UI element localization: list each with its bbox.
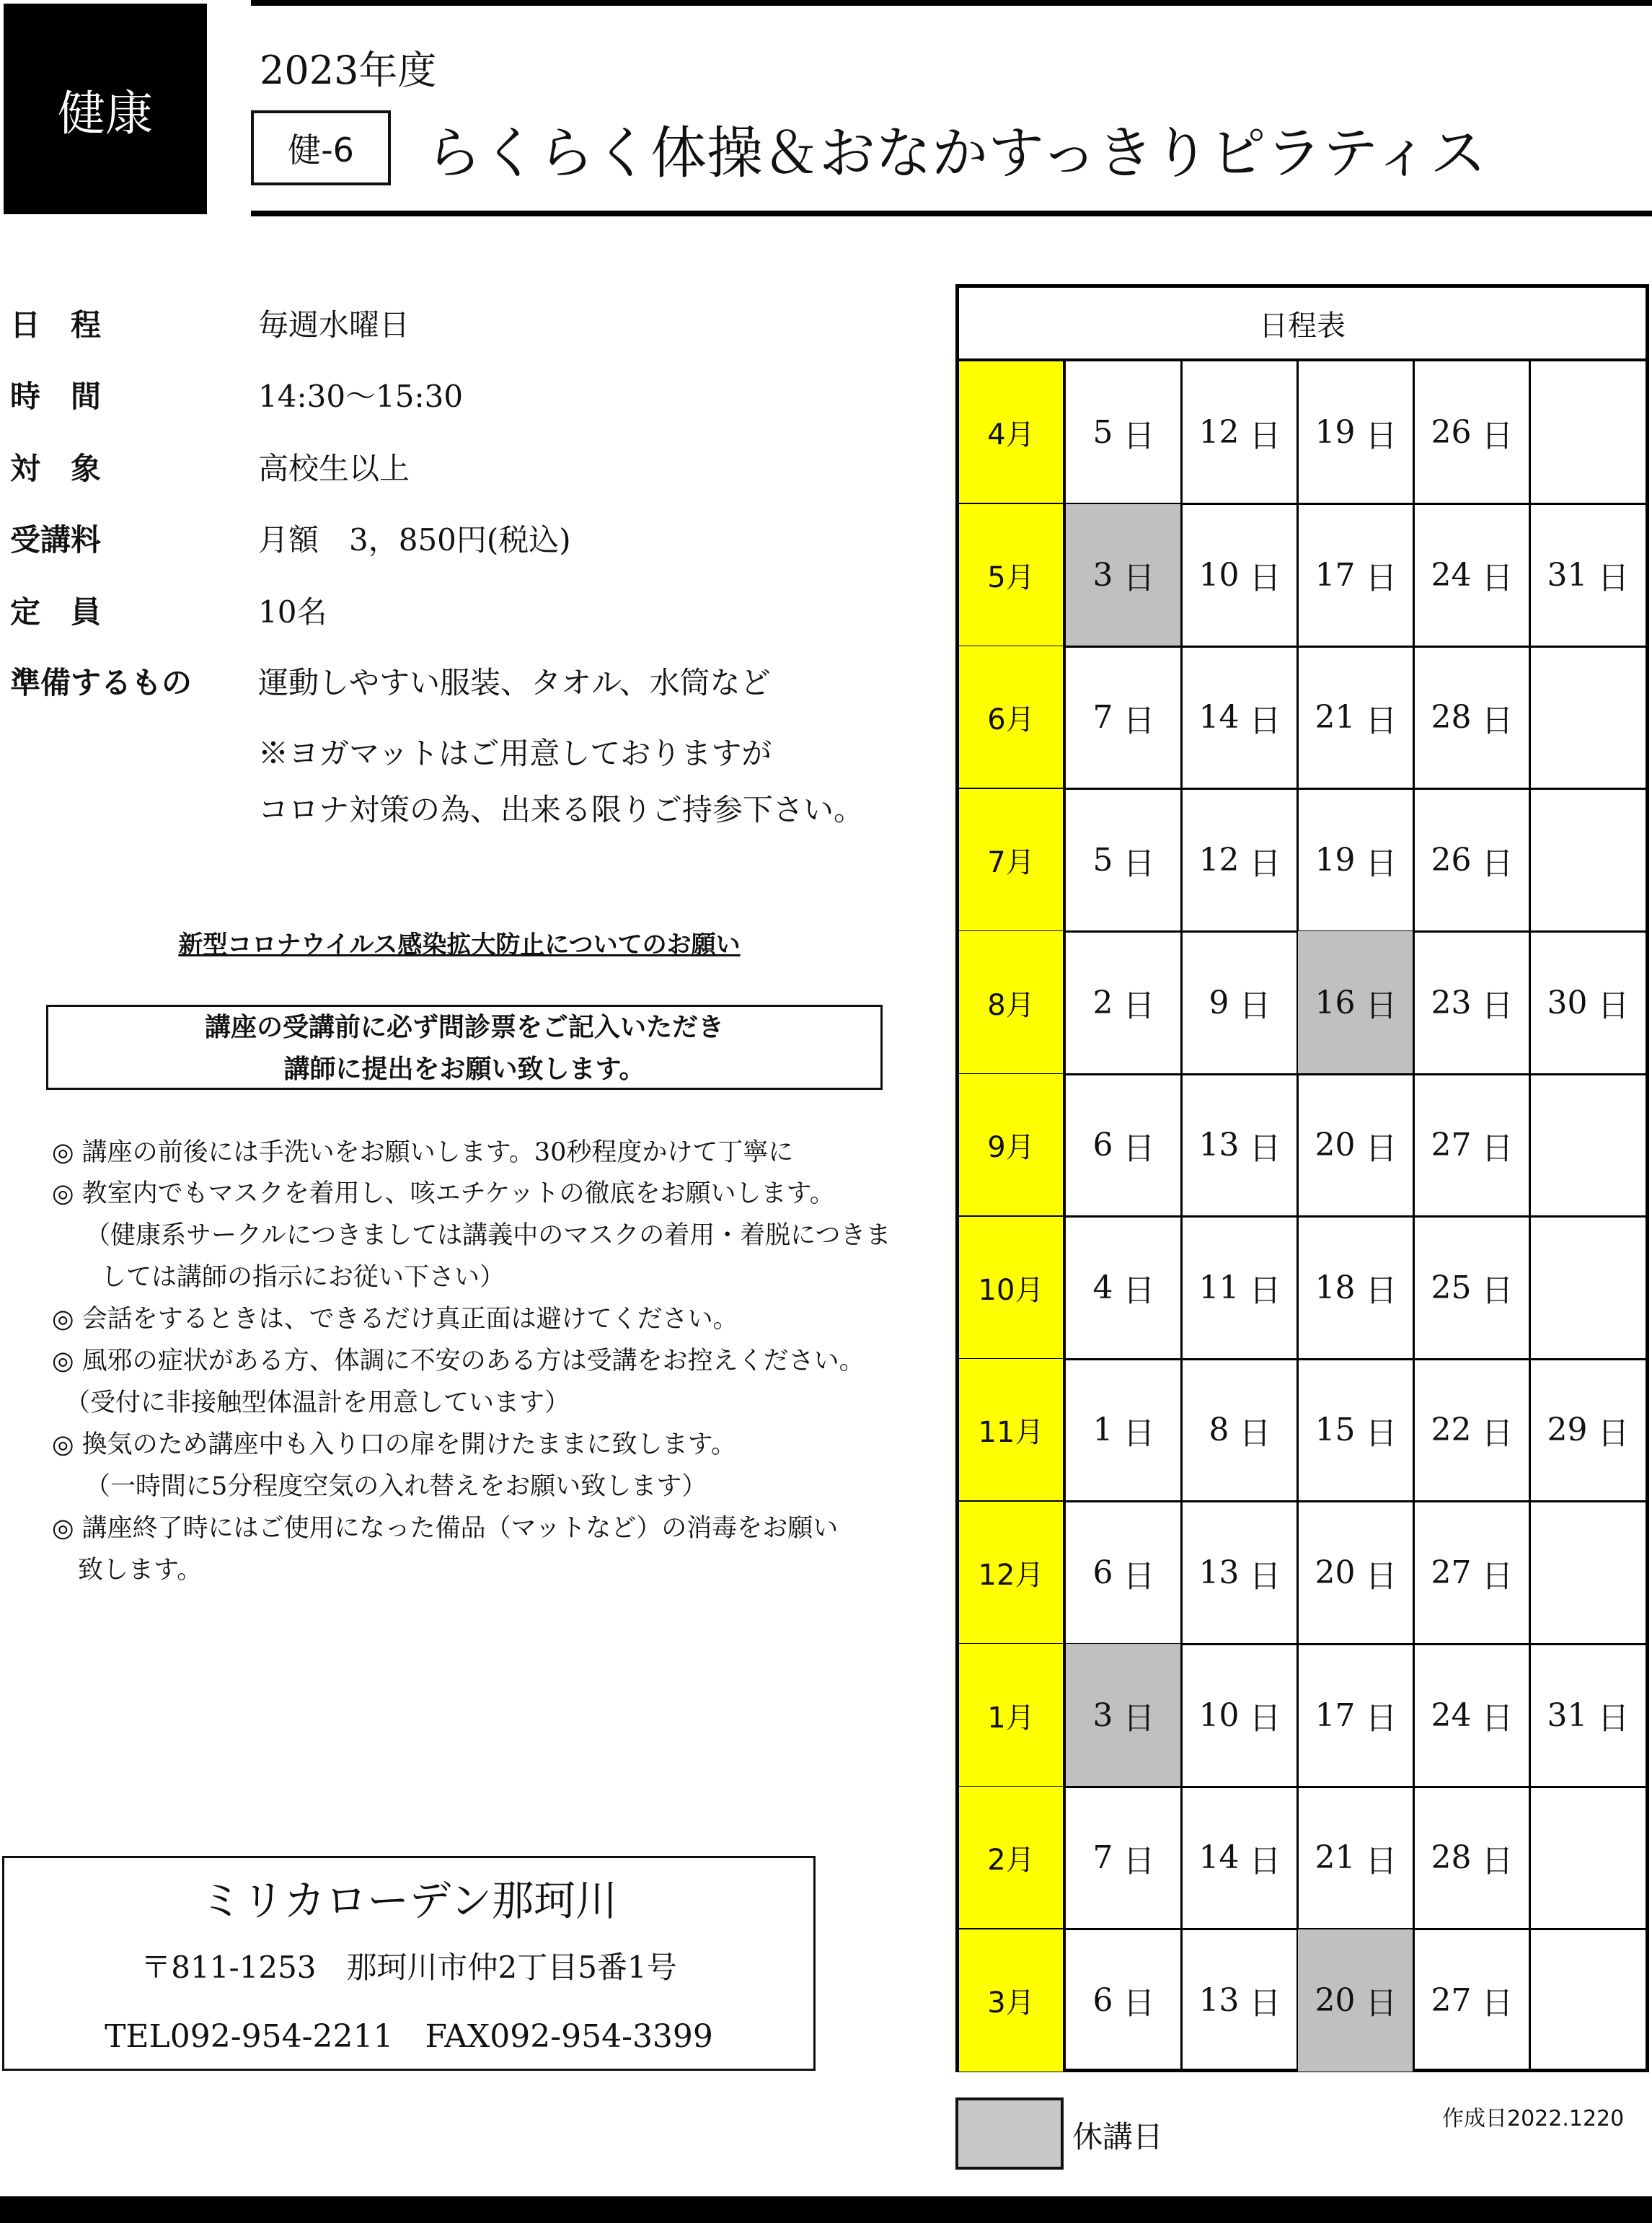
header-top-rule [251, 0, 1652, 6]
schedule-day-number: 10 [1198, 556, 1240, 594]
notice-line-2: 講師に提出をお願い致します。 [283, 1055, 645, 1084]
schedule-day-suffix: 日 [1481, 845, 1514, 882]
schedule-day-number: 29 [1547, 1412, 1588, 1449]
schedule-day-suffix: 日 [1123, 845, 1155, 882]
rule-item: ◎ 会話をするときは、できるだけ真正面は避けてください。 [52, 1305, 738, 1334]
schedule-day [1066, 504, 1182, 647]
fiscal-year: 2023年度 [260, 48, 437, 93]
schedule-day-number: 7 [1092, 699, 1113, 736]
schedule-day-number: 19 [1315, 414, 1356, 452]
info-label-schedule: 日 程 [10, 307, 102, 343]
covid-notice-box [46, 1005, 883, 1090]
schedule-day [1414, 361, 1530, 504]
schedule-day [1530, 504, 1646, 647]
schedule-day-number: 31 [1547, 556, 1588, 594]
schedule-day [1066, 1074, 1182, 1217]
schedule-day-suffix: 日 [1249, 702, 1281, 739]
schedule-day-suffix: 日 [1481, 1557, 1514, 1595]
rule-item: ◎ 換気のため講座中も入り口の扉を開けたままに致します。 [52, 1430, 736, 1459]
schedule-day [1298, 504, 1414, 647]
schedule-day [1182, 789, 1298, 932]
schedule-day [1182, 504, 1298, 647]
schedule-day-suffix: 日 [1365, 1130, 1397, 1167]
schedule-day-number: 10 [1198, 1696, 1240, 1734]
schedule-day-number: 13 [1198, 1127, 1240, 1164]
schedule-day-number: 15 [1315, 1412, 1356, 1449]
schedule-day [1530, 789, 1646, 932]
schedule-day [1530, 1787, 1646, 1929]
schedule-day-suffix: 日 [1249, 1700, 1281, 1738]
schedule-day-number: 4 [1092, 1269, 1113, 1306]
schedule-day-suffix: 日 [1123, 1842, 1155, 1880]
schedule-day-number: 18 [1315, 1269, 1356, 1306]
schedule-day-suffix: 日 [1123, 560, 1155, 597]
schedule-day [1298, 646, 1414, 789]
schedule-day [1182, 1217, 1298, 1360]
schedule-day-number: 20 [1315, 1981, 1356, 2019]
schedule-month: 6月 [959, 646, 1066, 789]
schedule-day-suffix: 日 [1481, 560, 1514, 597]
schedule-day-number: 27 [1431, 1127, 1472, 1164]
schedule-day-suffix: 日 [1239, 987, 1271, 1025]
info-label-bring: 準備するもの [10, 665, 193, 700]
venue-name: ミリカローデン那珂川 [200, 1876, 618, 1925]
schedule-month: 8月 [959, 931, 1066, 1074]
info-label-capacity: 定 員 [10, 594, 102, 630]
schedule-month: 7月 [959, 789, 1066, 932]
schedule-day-suffix: 日 [1365, 1557, 1397, 1595]
schedule-day-suffix: 日 [1123, 1557, 1155, 1595]
schedule-day-suffix: 日 [1365, 987, 1397, 1025]
schedule-month: 11月 [959, 1359, 1066, 1502]
schedule-day-suffix: 日 [1597, 1414, 1630, 1452]
schedule-day-suffix: 日 [1481, 1130, 1514, 1167]
schedule-day-number: 17 [1315, 1696, 1356, 1734]
schedule-day-suffix: 日 [1123, 1130, 1155, 1167]
schedule-day-suffix: 日 [1481, 987, 1514, 1025]
schedule-day [1066, 931, 1182, 1074]
schedule-day-number: 30 [1547, 984, 1588, 1021]
schedule-day [1066, 1929, 1182, 2072]
schedule-day-suffix: 日 [1481, 417, 1514, 454]
schedule-day [1414, 1787, 1530, 1929]
schedule-month: 5月 [959, 504, 1066, 647]
schedule-day [1414, 789, 1530, 932]
info-value-schedule: 毎週水曜日 [258, 307, 410, 343]
schedule-day-suffix: 日 [1365, 702, 1397, 739]
schedule-day-number: 16 [1315, 984, 1356, 1021]
schedule-day [1414, 1359, 1530, 1502]
schedule-day [1414, 646, 1530, 789]
schedule-day-number: 17 [1315, 556, 1356, 594]
rule-item: ◎ 教室内でもマスクを着用し、咳エチケットの徹底をお願いします。 [52, 1179, 835, 1208]
schedule-day-suffix: 日 [1365, 1272, 1397, 1310]
prep-note-line-1: ※ヨガマットはご用意しておりますが [258, 736, 772, 771]
schedule-day-suffix: 日 [1249, 1842, 1281, 1880]
notice-line-1: 講座の受講前に必ず問診票をご記入いただき [204, 1013, 724, 1042]
schedule-day-suffix: 日 [1123, 1700, 1155, 1738]
schedule-month: 12月 [959, 1502, 1066, 1645]
header-bottom-rule [251, 211, 1652, 216]
rule-item: （一時間に5分程度空気の入れ替えをお願い致します） [85, 1472, 707, 1501]
schedule-day [1066, 361, 1182, 504]
schedule-day-number: 13 [1198, 1981, 1240, 2019]
schedule-day [1298, 931, 1414, 1074]
schedule-day-number: 24 [1431, 556, 1472, 594]
schedule-day-number: 28 [1431, 699, 1472, 736]
schedule-day-number: 19 [1315, 842, 1356, 879]
schedule-title [959, 288, 1646, 361]
schedule-day-number: 9 [1209, 984, 1229, 1021]
schedule-day-number: 20 [1315, 1127, 1356, 1164]
schedule-day-number: 24 [1431, 1696, 1472, 1734]
schedule-day [1182, 1502, 1298, 1645]
schedule-day [1414, 1502, 1530, 1645]
schedule-day [1530, 1217, 1646, 1360]
schedule-month: 10月 [959, 1217, 1066, 1360]
schedule-day [1182, 931, 1298, 1074]
schedule-day-suffix: 日 [1481, 1414, 1514, 1452]
category-label: 健康 [58, 85, 153, 141]
schedule-day-suffix: 日 [1365, 560, 1397, 597]
schedule-day [1530, 1929, 1646, 2072]
rule-item: （健康系サークルにつきましては講義中のマスクの着用・着脱につきま [85, 1221, 891, 1250]
schedule-day [1182, 1644, 1298, 1787]
schedule-month: 2月 [959, 1787, 1066, 1929]
schedule-month: 4月 [959, 361, 1066, 504]
schedule-day-suffix: 日 [1481, 1985, 1514, 2022]
schedule-day [1298, 1502, 1414, 1645]
schedule-day-number: 3 [1092, 1696, 1113, 1734]
schedule-day-number: 5 [1092, 414, 1113, 452]
schedule-day-number: 11 [1198, 1269, 1240, 1306]
schedule-table [955, 284, 1649, 2072]
schedule-day [1298, 789, 1414, 932]
schedule-day-number: 2 [1092, 984, 1113, 1021]
rule-item: （受付に非接触型体温計を用意しています） [65, 1388, 570, 1417]
category-badge [4, 4, 207, 214]
schedule-day-suffix: 日 [1365, 845, 1397, 882]
created-date: 作成日2022.1220 [1442, 2106, 1625, 2131]
schedule-day-suffix: 日 [1597, 1700, 1630, 1738]
schedule-day-suffix: 日 [1123, 1985, 1155, 2022]
schedule-day-suffix: 日 [1123, 417, 1155, 454]
schedule-day-suffix: 日 [1481, 1842, 1514, 1880]
info-label-time: 時 間 [10, 379, 102, 414]
schedule-day-suffix: 日 [1249, 1557, 1281, 1595]
info-value-target: 高校生以上 [258, 451, 410, 486]
schedule-day-number: 8 [1209, 1412, 1229, 1449]
schedule-day-number: 6 [1092, 1127, 1113, 1164]
schedule-day-number: 26 [1431, 414, 1472, 452]
schedule-day-number: 28 [1431, 1839, 1472, 1877]
schedule-day [1066, 1217, 1182, 1360]
schedule-day-number: 20 [1315, 1554, 1356, 1592]
schedule-day [1182, 646, 1298, 789]
info-value-time: 14:30～15:30 [258, 379, 464, 414]
schedule-day-suffix: 日 [1597, 987, 1630, 1025]
prep-note-line-2: コロナ対策の為、出来る限りご持参下さい。 [258, 792, 865, 827]
course-code [251, 110, 391, 185]
schedule-day-suffix: 日 [1249, 560, 1281, 597]
schedule-day-suffix: 日 [1249, 417, 1281, 454]
schedule-day [1414, 1074, 1530, 1217]
schedule-day-suffix: 日 [1249, 1272, 1281, 1310]
schedule-day [1530, 646, 1646, 789]
schedule-day [1414, 1929, 1530, 2072]
schedule-day-suffix: 日 [1365, 417, 1397, 454]
schedule-day [1414, 931, 1530, 1074]
schedule-day-suffix: 日 [1123, 1414, 1155, 1452]
info-label-fee: 受講料 [10, 522, 102, 558]
schedule-day-suffix: 日 [1123, 987, 1155, 1025]
schedule-day-number: 3 [1092, 556, 1113, 594]
schedule-day [1530, 1502, 1646, 1645]
venue-address: 〒811-1253 那珂川市仲2丁目5番1号 [141, 1950, 677, 1985]
rule-item: ◎ 講座終了時にはご使用になった備品（マットなど）の消毒をお願い [52, 1514, 839, 1543]
schedule-day-suffix: 日 [1365, 1700, 1397, 1738]
rule-item: ◎ 風邪の症状がある方、体調に不安のある方は受講をお控えください。 [52, 1347, 865, 1375]
schedule-day-suffix: 日 [1365, 1985, 1397, 2022]
schedule-day-number: 22 [1431, 1412, 1472, 1449]
schedule-day [1066, 1787, 1182, 1929]
schedule-day-number: 6 [1092, 1554, 1113, 1592]
closed-day-swatch [955, 2097, 1064, 2170]
schedule-day [1414, 1644, 1530, 1787]
schedule-day [1298, 1359, 1414, 1502]
schedule-day-number: 7 [1092, 1839, 1113, 1877]
schedule-day [1182, 1359, 1298, 1502]
schedule-day [1530, 361, 1646, 504]
schedule-day [1182, 361, 1298, 504]
schedule-day-number: 14 [1198, 1839, 1240, 1877]
schedule-day [1298, 1929, 1414, 2072]
schedule-day [1530, 1074, 1646, 1217]
schedule-day [1182, 1074, 1298, 1217]
schedule-day [1182, 1929, 1298, 2072]
course-title: らくらく体操＆おなかすっきりピラティス [425, 121, 1487, 186]
schedule-month: 3月 [959, 1929, 1066, 2072]
schedule-day [1414, 504, 1530, 647]
schedule-day-number: 27 [1431, 1554, 1472, 1592]
schedule-day [1298, 1644, 1414, 1787]
schedule-day-suffix: 日 [1365, 1414, 1397, 1452]
info-value-fee: 月額 3，850円(税込) [258, 522, 571, 558]
schedule-day [1182, 1787, 1298, 1929]
schedule-day-number: 27 [1431, 1981, 1472, 2019]
schedule-day [1066, 1359, 1182, 1502]
info-value-capacity: 10名 [258, 594, 327, 630]
schedule-day-number: 13 [1198, 1554, 1240, 1592]
rule-item: しては講師の指示にお従い下さい） [101, 1263, 505, 1292]
schedule-month: 1月 [959, 1644, 1066, 1787]
schedule-day-suffix: 日 [1123, 1272, 1155, 1310]
schedule-day-number: 12 [1198, 414, 1240, 452]
schedule-day-number: 21 [1315, 699, 1356, 736]
schedule-day [1530, 1644, 1646, 1787]
schedule-day-suffix: 日 [1481, 1700, 1514, 1738]
schedule-day-number: 1 [1092, 1412, 1113, 1449]
schedule-day-suffix: 日 [1365, 1842, 1397, 1880]
schedule-day-suffix: 日 [1249, 845, 1281, 882]
schedule-day-suffix: 日 [1481, 1272, 1514, 1310]
schedule-day [1298, 1787, 1414, 1929]
footer-bar [0, 2196, 1652, 2223]
schedule-day [1298, 1074, 1414, 1217]
rule-item: ◎ 講座の前後には手洗いをお願いします。30秒程度かけて丁寧に [52, 1138, 794, 1167]
schedule-day-suffix: 日 [1239, 1414, 1271, 1452]
schedule-day-number: 31 [1547, 1696, 1588, 1734]
schedule-day-suffix: 日 [1249, 1985, 1281, 2022]
schedule-day [1066, 1644, 1182, 1787]
info-value-bring: 運動しやすい服装、タオル、水筒など [258, 665, 771, 700]
schedule-day-number: 5 [1092, 842, 1113, 879]
schedule-day [1298, 361, 1414, 504]
schedule-title-label: 日程表 [1259, 309, 1346, 343]
rule-item: 致します。 [78, 1556, 203, 1585]
schedule-day-suffix: 日 [1597, 560, 1630, 597]
schedule-day [1530, 931, 1646, 1074]
schedule-month: 9月 [959, 1074, 1066, 1217]
course-code-label: 健-6 [288, 131, 354, 170]
venue-contact: TEL092-954-2211 FAX092-954-3399 [105, 2018, 713, 2055]
closed-day-legend-label: 休講日 [1072, 2119, 1164, 2154]
schedule-day-number: 21 [1315, 1839, 1356, 1877]
schedule-day-suffix: 日 [1481, 702, 1514, 739]
schedule-day [1298, 1217, 1414, 1360]
schedule-day-number: 12 [1198, 842, 1240, 879]
schedule-day-suffix: 日 [1249, 1130, 1281, 1167]
schedule-day [1066, 789, 1182, 932]
covid-notice-title: 新型コロナウイルス感染拡大防止についてのお願い [178, 930, 741, 959]
info-label-target: 対 象 [10, 451, 102, 486]
schedule-day [1414, 1217, 1530, 1360]
schedule-day [1066, 1502, 1182, 1645]
schedule-day-number: 25 [1431, 1269, 1472, 1306]
schedule-day-number: 26 [1431, 842, 1472, 879]
schedule-day [1066, 646, 1182, 789]
schedule-day-number: 6 [1092, 1981, 1113, 2019]
schedule-day-number: 23 [1431, 984, 1472, 1021]
schedule-day-number: 14 [1198, 699, 1240, 736]
schedule-day-suffix: 日 [1123, 702, 1155, 739]
schedule-day [1530, 1359, 1646, 1502]
